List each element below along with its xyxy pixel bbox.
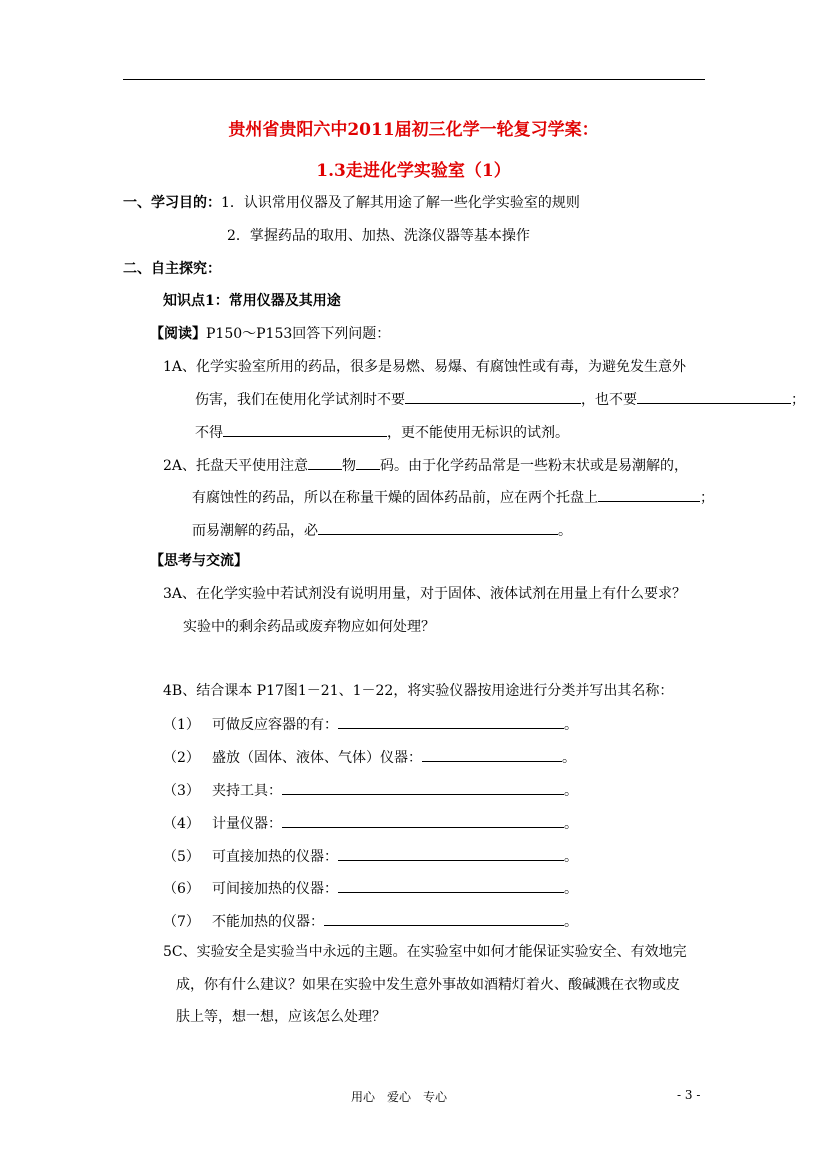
think-heading: 【思考与交流】 [150, 553, 248, 569]
q4-item [163, 846, 578, 867]
doc-subtitle: 1.3走进化学实验室（1） [316, 161, 511, 181]
q4-item-blank[interactable] [282, 813, 564, 828]
q1-line-1: 1A、化学实验室所用的药品，很多是易燃、易爆、有腐蚀性或有毒，为避免发生意外 [163, 359, 687, 375]
reading-tag: 【阅读】 [150, 326, 206, 342]
q3-line-2: 实验中的剩余药品或废弃物应如何处理？ [183, 619, 435, 635]
q3-line-1: 3A、在化学实验中若试剂没有说明用量，对于固体、液体试剂在用量上有什么要求？ [163, 586, 687, 602]
q5-line-1: 5C、实验安全是实验当中永远的主题。在实验室中如何才能保证实验安全、有效地完 [163, 944, 687, 960]
q4-item-blank[interactable] [338, 714, 564, 729]
explore-heading: 二、自主探究： [123, 261, 221, 277]
q4-item-label: 可间接加热的仪器： [212, 881, 338, 897]
q4-item-end: 。 [564, 881, 578, 897]
goal-item-1: 1．认识常用仪器及了解其用途了解一些化学实验室的规则 [221, 195, 580, 211]
q4-item-num: （1） [163, 717, 200, 733]
q2-text-d: 有腐蚀性的药品，所以在称量干燥的固体药品前，应在两个托盘上 [192, 490, 598, 506]
q4-item [163, 747, 576, 768]
q2-text-f: 而易潮解的药品，必 [192, 523, 318, 539]
q4-item-label: 可做反应容器的有： [212, 717, 338, 733]
q4-item-blank[interactable] [338, 878, 564, 893]
q4-item-num: （2） [163, 750, 200, 766]
q4-item-label: 夹持工具： [212, 783, 282, 799]
q2-line-1 [163, 455, 688, 476]
q4-item [163, 714, 578, 735]
q2-blank-2[interactable] [356, 455, 380, 470]
q2-line-2 [192, 487, 714, 508]
q2-text-a: 2A、托盘天平使用注意 [163, 458, 309, 474]
page-number: - 3 - [677, 1088, 701, 1102]
q4-item-blank[interactable] [338, 846, 564, 861]
q1-text-a: 伤害，我们在使用化学试剂时不要 [195, 392, 405, 408]
q4-item-label: 盛放（固体、液体、气体）仪器： [212, 750, 422, 766]
q4-item-end: 。 [564, 816, 578, 832]
q4-item-num: （4） [163, 816, 200, 832]
header-rule [123, 79, 705, 80]
q2-blank-3[interactable] [598, 487, 700, 502]
q2-blank-4[interactable] [318, 520, 558, 535]
q2-text-b: 物 [342, 458, 357, 474]
q4-item-end: 。 [564, 717, 578, 733]
q4-item-label: 不能加热的仪器： [212, 914, 324, 930]
q4-item-num: （5） [163, 849, 200, 865]
reading-line [150, 324, 390, 344]
q4-item-end: 。 [564, 914, 578, 930]
q4-item [163, 813, 578, 834]
q2-text-e: ； [700, 490, 714, 506]
reading-text: P150～P153回答下列问题： [206, 326, 391, 342]
q4-item [163, 780, 578, 801]
q4-item [163, 911, 578, 932]
q4-item-label: 可直接加热的仪器： [212, 849, 338, 865]
q4-item-end: 。 [564, 783, 578, 799]
q4-item-end: 。 [562, 750, 576, 766]
q4-item-num: （6） [163, 881, 200, 897]
q1-line-2 [195, 389, 805, 410]
q5-line-3: 肤上等，想一想，应该怎么处理？ [176, 1009, 386, 1025]
goals-line-1 [123, 193, 580, 213]
q4-item [163, 878, 578, 899]
q2-blank-1[interactable] [308, 455, 342, 470]
q4-intro: 4B、结合课本 P17图1－21、1－22，将实验仪器按用途进行分类并写出其名称： [163, 683, 674, 699]
q2-text-g: 。 [558, 523, 572, 539]
q1-line-3 [195, 422, 569, 443]
q2-text-c: 码。由于化学药品常是一些粉末状或是易潮解的， [380, 458, 689, 474]
q1-blank-2[interactable] [637, 389, 791, 404]
q4-item-blank[interactable] [282, 780, 564, 795]
q1-text-d: 不得 [195, 425, 223, 441]
q1-blank-3[interactable] [223, 422, 387, 437]
q1-text-e: ，更不能使用无标识的试剂。 [387, 425, 569, 441]
q4-item-blank[interactable] [422, 747, 562, 762]
q1-text-b: ，也不要 [581, 392, 637, 408]
goals-heading: 一、学习目的： [123, 195, 221, 211]
q4-item-blank[interactable] [324, 911, 564, 926]
q5-line-2: 成，你有什么建议？如果在实验中发生意外事故如酒精灯着火、酸碱溅在衣物或皮 [176, 977, 680, 993]
q4-item-num: （7） [163, 914, 200, 930]
q4-item-end: 。 [564, 849, 578, 865]
q1-text-c: ； [791, 392, 805, 408]
goal-item-2: 2．掌握药品的取用、加热、洗涤仪器等基本操作 [227, 228, 530, 244]
q2-line-3 [192, 520, 572, 541]
doc-title: 贵州省贵阳六中2011届初三化学一轮复习学案： [228, 120, 599, 140]
q1-blank-1[interactable] [405, 389, 581, 404]
q4-item-label: 计量仪器： [212, 816, 282, 832]
footer-motto: 用心 爱心 专心 [351, 1090, 448, 1104]
knowledge-point-1: 知识点1：常用仪器及其用途 [163, 293, 341, 309]
q4-item-num: （3） [163, 783, 200, 799]
